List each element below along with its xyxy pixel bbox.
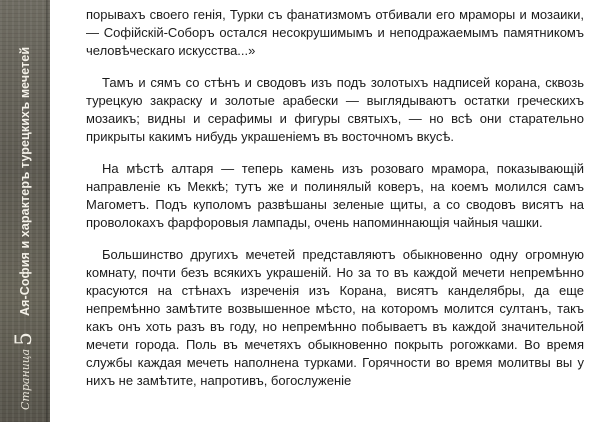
paragraph-3: На мѣстѣ алтаря — теперь камень изъ розоваго мрамора, показывающій направленіе къ Меккѣ; тутъ же и полинялый коверъ, на коемъ молился самъ Магометъ. Подъ куполомъ развѣшаны зеленые щиты, а со сводовъ висятъ на проволокахъ фарфоровыя лампады, очень напоминнающія чайныя чашки. xyxy=(86,161,584,230)
page-number: 5 xyxy=(12,331,37,346)
document-body xyxy=(86,6,584,404)
paragraph-2: Тамъ и сямъ со стѣнъ и сводовъ изъ подъ золотыхъ надписей корана, сквозь турецкую закраску и золотые арабески — выглядываютъ остатки греческихъ мозаикъ; видны и серафимы и фигуры святыхъ, — но всѣ они старательно прикрыты какимъ нибудь украшеніемъ въ восточномъ вкусѣ. xyxy=(86,75,584,144)
chapter-title: Ая-София и характеръ турецкихъ мечетей xyxy=(18,46,32,316)
sidebar-rotated-label xyxy=(0,0,50,422)
sidebar-strip xyxy=(0,0,50,422)
paragraph-1: порывахъ своего генія, Турки съ фанатизмомъ отбивали его мраморы и мозаики, — Софійскій-Соборъ остался несокрушимымъ и неподражаемымъ памятникомъ человѣческаго искусства...» xyxy=(86,7,584,58)
paragraph-4: Большинство другихъ мечетей представляютъ обыкновенно одну огромную комнату, почти безъ всякихъ украшеній. Но за то въ каждой мечети непремѣнно красуются на стѣнахъ изреченія изъ Корана, висятъ канделябры, да еще непремѣнно замѣтите возвышенное мѣсто, на которомъ молится султанъ, такъ какъ онъ хоть разъ въ году, но непремѣнно побываетъ въ каждой значительной мечети города. Поль въ мечетяхъ обыкновенно покрыть рогожками. Во время службы каждая мечеть наполнена турками. Горячности во время молитвы вы у нихъ не замѣтите, напротивъ, богослуженіе xyxy=(86,247,584,388)
page-word: Страница xyxy=(18,348,32,410)
